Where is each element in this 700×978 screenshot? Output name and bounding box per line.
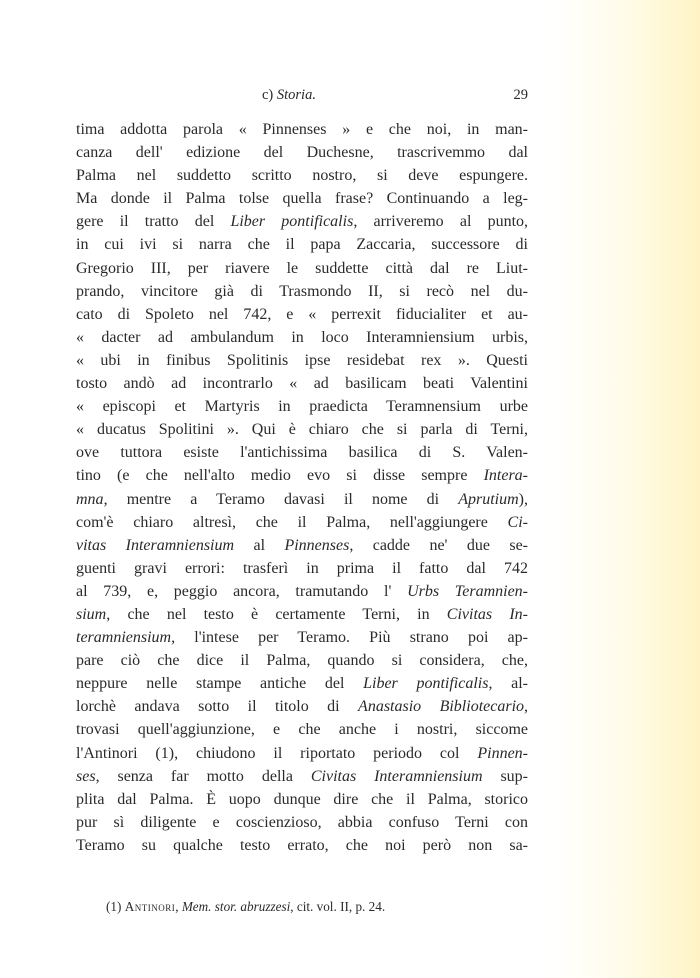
text-run: ), [518, 490, 528, 508]
text-line [76, 210, 528, 233]
text-line [76, 834, 528, 857]
text-line [76, 280, 528, 303]
text-line [76, 464, 528, 487]
text-run: , mentre a Teramo davasi il nome di [103, 490, 459, 508]
text-run: sup- [482, 767, 529, 785]
text-run: neppure nelle stampe antiche del [76, 675, 364, 693]
text-line [76, 534, 528, 557]
text-line [76, 649, 528, 672]
text-line [76, 372, 528, 395]
text-line [76, 303, 528, 326]
text-line [76, 672, 528, 695]
text-run: l'Antinori (1), chiudono il riportato periodo col [76, 744, 478, 762]
text-line [76, 233, 528, 256]
text-line [76, 788, 528, 811]
text-line [76, 695, 528, 718]
text-line [76, 603, 528, 626]
footnote-marker: (1) [106, 899, 122, 914]
text-line [76, 257, 528, 280]
text-run: « ubi in finibus Spolitinis ipse residebat rex ». Questi [76, 351, 528, 369]
text-line [76, 718, 528, 741]
text-run: tino (e che nell'alto medio evo si disse sempre [76, 467, 484, 485]
italic-text: Aprutium [458, 490, 519, 508]
text-run: « ducatus Spolitini ». Qui è chiaro che si parla di Terni, [76, 421, 528, 439]
text-run: , l'intese per Teramo. Più strano poi ap- [171, 629, 528, 647]
text-line [76, 118, 528, 141]
text-line [76, 395, 528, 418]
text-run: al [234, 536, 285, 554]
text-run: , cadde ne' due se- [349, 536, 529, 554]
italic-text: teramniensium [76, 629, 172, 647]
italic-text: sium [76, 605, 107, 623]
text-run: tosto andò ad incontrarlo « ad basilicam beati Valentini [76, 375, 528, 393]
italic-text: Liber pontificalis [230, 213, 354, 231]
text-run: , arriveremo al punto, [353, 213, 529, 231]
text-run: ove tuttora esiste l'antichissima basilica di S. Valen- [76, 444, 528, 462]
text-run: com'è chiaro altresì, che il Palma, nell'aggiungere [76, 513, 508, 531]
italic-text: vitas Interamniensium [76, 536, 235, 554]
footnote: (1) Antinori, Mem. stor. abruzzesi, cit. vol. II, p. 24. [106, 899, 386, 914]
italic-text: Ci- [507, 513, 528, 531]
text-line [76, 742, 528, 765]
italic-text: Liber pontificalis [363, 675, 489, 693]
text-line [76, 349, 528, 372]
running-head [76, 84, 528, 106]
text-run: prando, vincitore già di Trasmondo II, si recò nel du- [76, 282, 528, 300]
footnote-title: Mem. stor. abruzzesi [181, 899, 291, 914]
text-run: lorchè andava sotto il titolo di [76, 698, 359, 716]
footnote-author: Antinori [124, 899, 176, 914]
section-heading [262, 84, 316, 106]
text-run: pur sì diligente e coscienzioso, abbia confuso Terni con [76, 813, 528, 831]
text-run: plita dal Palma. È uopo dunque dire che il Palma, storico [76, 790, 528, 808]
text-run: , che nel testo è certamente Terni, in [106, 605, 447, 623]
italic-text: Urbs Teramnien- [407, 582, 528, 600]
text-run: Gregorio III, per riavere le suddette città dal re Liut- [76, 259, 528, 277]
text-run: « episcopi et Martyris in praedicta Teramnensium urbe [76, 398, 528, 416]
text-run: gere il tratto del [76, 213, 231, 231]
italic-text: Anastasio Bibliotecario [358, 698, 525, 716]
text-run: Teramo su qualche testo errato, che noi però non sa- [76, 836, 528, 854]
body-text [76, 118, 528, 857]
text-line [76, 811, 528, 834]
section-prefix: c) [262, 87, 274, 103]
text-line [76, 488, 528, 511]
text-line [76, 626, 528, 649]
text-run: , [524, 698, 529, 716]
italic-text: Civitas In- [446, 605, 528, 623]
text-line [76, 141, 528, 164]
text-run: al 739, e, peggio ancora, tramutando l' [76, 582, 408, 600]
page-number: 29 [513, 87, 528, 103]
text-line [76, 580, 528, 603]
book-page [76, 84, 528, 916]
text-run: guenti gravi errori: trasferì in prima il fatto dal 742 [76, 559, 528, 577]
footnote-citation: , cit. vol. II, p. 24. [290, 899, 386, 914]
text-run: , senza far motto della [95, 767, 311, 785]
text-line [76, 765, 528, 788]
text-run: cato di Spoleto nel 742, e « perrexit fiducialiter et au- [76, 305, 528, 323]
text-line [76, 557, 528, 580]
italic-text: ses [76, 767, 96, 785]
text-line [76, 441, 528, 464]
text-run: canza dell' edizione del Duchesne, trascrivemmo dal [76, 144, 528, 162]
text-run: tima addotta parola « Pinnenses » e che noi, in man- [76, 121, 528, 138]
text-run: « dacter ad ambulandum in loco Interamniensium urbis, [76, 328, 528, 346]
text-line [76, 187, 528, 210]
italic-text: Intera- [483, 467, 528, 485]
text-run: , al- [488, 675, 529, 693]
text-run: in cui ivi si narra che il papa Zaccaria, successore di [76, 236, 528, 254]
text-line [76, 418, 528, 441]
section-title: Storia. [276, 87, 316, 103]
italic-text: Civitas Interamniensium [310, 767, 483, 785]
text-run: Ma donde il Palma tolse quella frase? Continuando a leg- [76, 190, 528, 208]
text-run: pare ciò che dice il Palma, quando si considera, che, [76, 652, 528, 670]
text-line [76, 511, 528, 534]
italic-text: Pinnen- [477, 744, 528, 762]
italic-text: mna [76, 490, 104, 508]
text-run: Palma nel suddetto scritto nostro, si deve espungere. [76, 167, 528, 185]
text-line [76, 326, 528, 349]
text-line [76, 164, 528, 187]
text-run: trovasi quell'aggiunzione, e che anche i nostri, siccome [76, 721, 528, 739]
italic-text: Pinnenses [284, 536, 350, 554]
